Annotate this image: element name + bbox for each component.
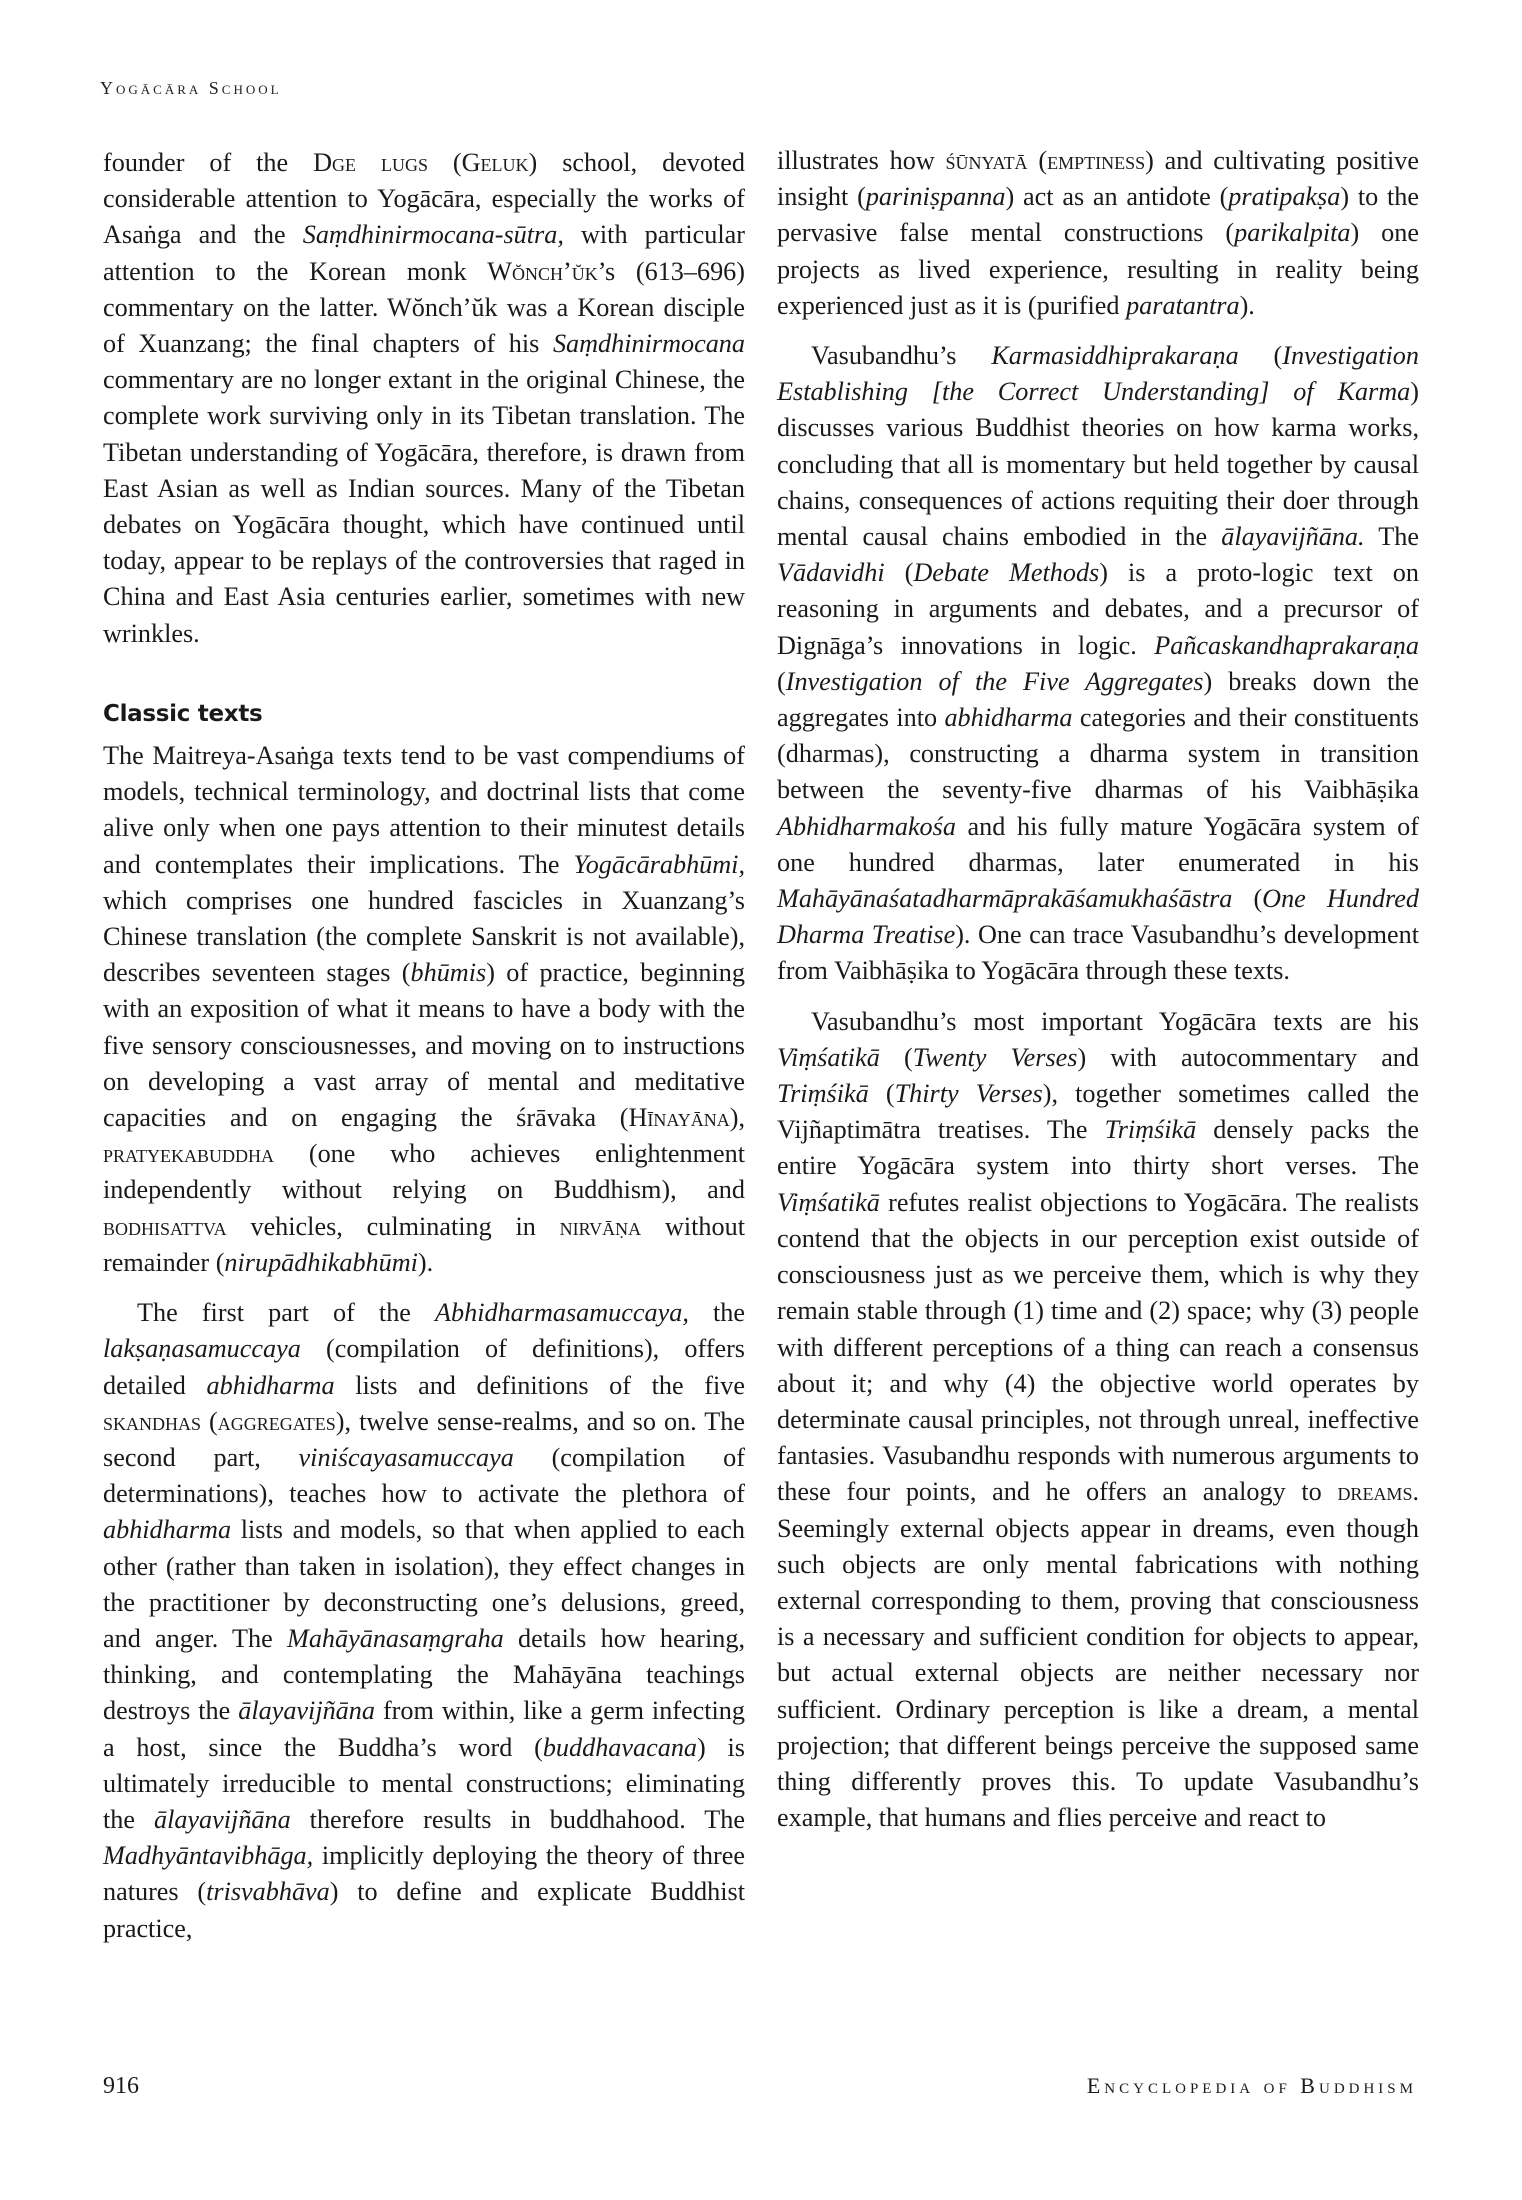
italic-term: Mahāyānasaṃgraha	[287, 1623, 504, 1653]
running-head: Yogācāra School	[100, 78, 282, 98]
italic-term: Vādavidhi	[777, 558, 885, 588]
italic-term: Triṃśikā	[1104, 1115, 1197, 1145]
italic-term: parikalpita	[1234, 218, 1351, 248]
paragraph: founder of the Dge lugs (Geluk) school, devoted considerable attention to Yogācāra, especially the works of Asaṅga and the Saṃdhinirmocana-sūtra, with particular attention to the Korean monk Wŏnch’ŭk’s (613–696) commentary on the latter. Wŏnch’ŭk was a Korean disciple of Xuanzang; the final chapters of his Saṃdhinirmocana commentary are no longer extant in the original Chinese, the complete work surviving only in its Tibetan translation. The Tibetan understanding of Yogācāra, therefore, is drawn from East Asian as well as Indian sources. Many of the Tibetan debates on Yogācāra thought, which have continued until today, appear to be replays of the controversies that raged in China and East Asia centuries earlier, sometimes with new wrinkles.	[103, 148, 746, 648]
small-caps-term: śūnyatā	[945, 146, 1028, 175]
paragraph: Vasubandhu’s Karmasiddhiprakaraṇa (Investigation Establishing [the Correct Understanding] of Karma) discusses various Buddhist theories on how karma works, concluding that all is momentary but held together by causal chains, consequences of actions requiting their doer through mental causal chains embodied in the ālayavijñāna. The Vādavidhi (Debate Methods) is a proto-logic text on reasoning in arguments and debates, and a precursor of Dignāga’s innovations in logic. Pañcaskandhaprakaraṇa (Investigation of the Five Aggregates) breaks down the aggregates into abhidharma categories and their constituents (dharmas), constructing a dharma system in transition between the seventy-five dharmas of his Vaibhāṣika Abhidharmakośa and his fully mature Yogācāra system of one hundred dharmas, later enumerated in his Mahāyānaśatadharmāprakāśamukhaśāstra (One Hundred Dharma Treatise). One can trace Vasubandhu’s development from Vaibhāṣika to Yogācāra through these texts.	[777, 341, 1419, 986]
italic-term: Mahāyānaśatadharmāprakāśamukhaśāstra	[777, 884, 1233, 914]
right-column	[777, 143, 1419, 1850]
italic-term: ālayavijñāna	[238, 1696, 375, 1726]
italic-term: Twenty Verses	[912, 1042, 1078, 1072]
italic-term: paratantra	[1126, 290, 1240, 320]
small-caps-term: pratyekabuddha	[103, 1139, 275, 1169]
italic-term: lakṣaṇasamuccaya	[103, 1334, 301, 1364]
italic-term: viniścayasamuccaya	[298, 1442, 514, 1472]
left-column	[103, 145, 745, 1961]
italic-term: Viṃśatikā	[777, 1187, 880, 1217]
italic-term: nirupādhikabhūmi	[224, 1247, 418, 1277]
paragraph: illustrates how śūnyatā (emptiness) and cultivating positive insight (pariniṣpanna) act as an antidote (pratipakṣa) to the pervasive false mental constructions (parikalpita) one projects as lived experience, resulting in reality being experienced just as it is (purified paratantra).	[777, 146, 1419, 320]
small-caps-term: emptiness	[1047, 146, 1146, 175]
small-caps-term: skandhas	[103, 1406, 202, 1436]
italic-term: Pañcaskandhaprakaraṇa	[1154, 630, 1419, 660]
italic-term: Triṃśikā	[777, 1079, 869, 1109]
italic-term: One Hundred Dharma Treatise	[777, 884, 1419, 950]
small-caps-term: aggregates	[217, 1406, 336, 1436]
italic-term: pariniṣpanna	[865, 182, 1006, 212]
paragraph: The Maitreya-Asaṅga texts tend to be vast compendiums of models, technical terminology, and doctrinal lists that come alive only when one pays attention to their minutest details and contemplates their implications. The Yogācārabhūmi, which comprises one hundred fascicles in Xuanzang’s Chinese translation (the complete Sanskrit is not available), describes seventeen stages (bhūmis) of practice, beginning with an exposition of what it means to have a body with the five sensory consciousnesses, and moving on to instructions on developing a vast array of mental and meditative capacities and on engaging the śrāvaka (Hīnayāna), pratyekabuddha (one who achieves enlightenment independently without relying on Buddhism), and bodhisattva vehicles, culminating in nirvāṇa without remainder (nirupādhikabhūmi).	[103, 741, 745, 1277]
italic-term: abhidharma	[944, 703, 1073, 733]
small-caps-term: Geluk	[461, 148, 529, 177]
italic-term: bhūmis	[410, 958, 487, 988]
small-caps-term: Dge lugs	[313, 148, 428, 177]
italic-term: Investigation of the Five Aggregates	[785, 666, 1204, 696]
paragraph: The first part of the Abhidharmasamuccaya, the lakṣaṇasamuccaya (compilation of definitions), offers detailed abhidharma lists and definitions of the five skandhas (aggregates), twelve sense-realms, and so on. The second part, viniścayasamuccaya (compilation of determinations), teaches how to activate the plethora of abhidharma lists and models, so that when applied to each other (rather than taken in isolation), they effect changes in the practitioner by deconstructing one’s delusions, greed, and anger. The Mahāyānasaṃgraha details how hearing, thinking, and contemplating the Mahāyāna teachings destroys the ālayavijñāna from within, like a germ infecting a host, since the Buddha’s word (buddhavacana) is ultimately irreducible to mental constructions; eliminating the ālayavijñāna therefore results in buddhahood. The Madhyāntavibhāga, implicitly deploying the theory of three natures (trisvabhāva) to define and explicate Buddhist practice,	[103, 1298, 746, 1943]
italic-term: abhidharma	[206, 1370, 335, 1400]
italic-term: trisvabhāva	[206, 1877, 330, 1907]
italic-term: Yogācārabhūmi,	[573, 849, 745, 879]
italic-term: abhidharma	[103, 1515, 232, 1545]
small-caps-term: nirvāṇa	[559, 1211, 642, 1241]
italic-term: pratipakṣa	[1228, 182, 1341, 212]
italic-term: Saṃdhinirmocana	[552, 329, 745, 359]
section-heading: Classic texts	[103, 700, 263, 727]
italic-term: Karmasiddhiprakaraṇa	[991, 341, 1239, 371]
italic-term: Saṃdhinirmocana-sūtra,	[302, 220, 564, 250]
small-caps-term: Hīnayāna	[628, 1103, 730, 1133]
book-title: Encyclopedia of Buddhism	[1086, 2073, 1417, 2098]
small-caps-term: dreams	[1337, 1477, 1413, 1507]
italic-term: buddhavacana	[542, 1732, 698, 1762]
small-caps-term: Wŏnch’ŭk	[487, 256, 598, 286]
italic-term: ālayavijñāna.	[1221, 522, 1365, 552]
small-caps-term: bodhisattva	[103, 1211, 227, 1241]
page-number: 916	[103, 2073, 139, 2099]
paragraph: Vasubandhu’s most important Yogācāra texts are his Viṃśatikā (Twenty Verses) with autocommentary and Triṃśikā (Thirty Verses), together sometimes called the Vijñaptimātra treatises. The Triṃśikā densely packs the entire Yogācāra system into thirty short verses. The Viṃśatikā refutes realist objections to Yogācāra. The realists contend that the objects in our perception exist outside of consciousness just as we perceive them, which is why they remain stable through (1) time and (2) space; why (3) people with different perceptions of a thing can reach a consensus about it; and why (4) the objective world operates by determinate causal principles, not through unreal, ineffective fantasies. Vasubandhu responds with numerous arguments to these four points, and he offers an analogy to dreams. Seemingly external objects appear in dreams, even though such objects are only mental fabrications with nothing external corresponding to them, proving that consciousness is a necessary and sufficient condition for objects to appear, but actual external objects are neither necessary nor sufficient. Ordinary perception is like a dream, a mental projection; that different beings perceive the supposed same thing differently proves this. To update Vasubandhu’s example, that humans and flies perceive and react to	[777, 1006, 1420, 1833]
italic-term: Investigation Establishing [the Correct Understanding] of Karma	[777, 341, 1419, 407]
italic-term: Abhidharmasamuccaya,	[435, 1298, 689, 1328]
italic-term: Viṃśatikā	[777, 1042, 880, 1072]
italic-term: Abhidharmakośa	[777, 811, 956, 841]
italic-term: Madhyāntavibhāga,	[103, 1841, 314, 1871]
italic-term: ālayavijñāna	[153, 1804, 291, 1834]
italic-term: Debate Methods	[913, 558, 1100, 588]
italic-term: Thirty Verses	[894, 1079, 1043, 1109]
